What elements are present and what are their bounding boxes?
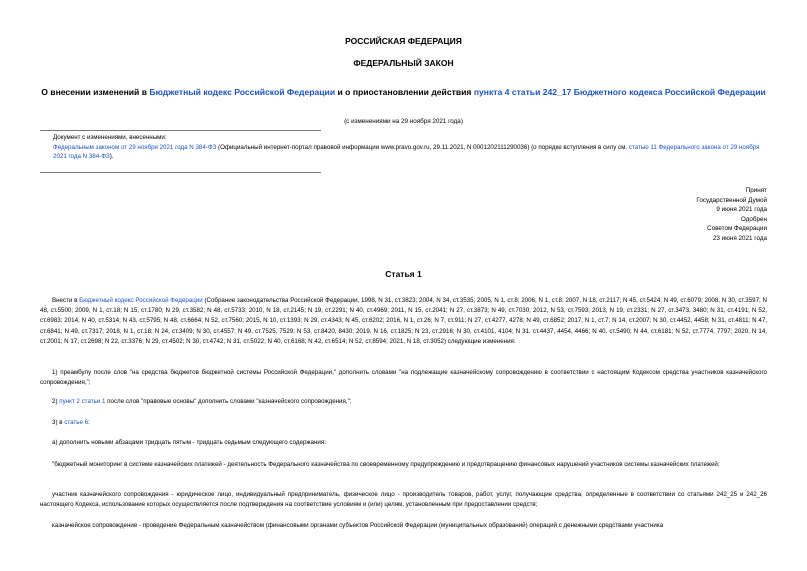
changed-as-of: (с изменениями на 29 ноября 2021 года) — [344, 118, 463, 125]
article-title: Статья 1 — [385, 269, 422, 279]
adoption-duma-date: 9 июня 2021 года — [716, 206, 767, 214]
paragraph-quote-1: "бюджетный мониторинг в системе казначейских платежей - деятельность Федерального казначейства по своевременному предупреждению и предотвращению финансовых нарушений участников системы казначейских платежей; — [52, 461, 720, 468]
paragraph-intro-start: Внести в — [52, 297, 80, 304]
adoption-council-date: 23 июня 2021 года — [712, 234, 767, 242]
paragraph-3-start: 3) в — [52, 419, 65, 426]
paragraph-3a: а) дополнить новыми абзацами тридцать пятым - тридцать седьмым следующего содержания: — [52, 439, 326, 446]
amendments-note — [53, 133, 773, 162]
paragraph-intro-link[interactable]: Бюджетный кодекс Российской Федерации — [79, 297, 203, 304]
divider-top — [40, 130, 321, 131]
paragraph-2-start: 2) — [52, 398, 60, 405]
adoption-duma: Государственной Думой — [696, 196, 767, 204]
paragraph-3-link[interactable]: статье 6 — [64, 419, 89, 426]
title-text-2: и о приостановлении действия — [335, 87, 474, 97]
paragraph-quote-2: участник казначейского сопровождения - юридическое лицо, индивидуальный предприниматель, физическое лицо - производитель товаров, работ, услуг, получающие средства, определенные в соответствии со статьями 242_25 и 242_26 настоящего Кодекса, использование которых осуществляется после подтверждения на соответствие условиям и (или) целям, установленным при предоставлении средств; — [40, 491, 767, 509]
paragraph-2 — [40, 397, 767, 407]
title-text-1: О внесении изменений в — [41, 87, 150, 97]
paragraph-2-link[interactable]: пункт 2 статьи 1 — [59, 398, 106, 405]
adoption-block — [696, 186, 767, 244]
adoption-council: Советом Федерации — [707, 225, 767, 233]
amendment-text-1: (Официальный интернет-портал правовой информации www.pravo.gov.ru, 29.11.2021, N 0001202111290036) (о порядке вступления в силу см. — [216, 143, 629, 151]
amendments-label: Документ с изменениями, внесенными: — [53, 134, 167, 141]
header-law-type: ФЕДЕРАЛЬНЫЙ ЗАКОН — [353, 58, 454, 68]
paragraph-3-rest: : — [88, 419, 90, 426]
paragraph-intro-rest: (Собрание законодательства Российской Федерации, 1998, N 31, ст.3823; 2004, N 34, ст.3535; 2005, N 1, ст.8; 2006, N 1, ст.8; 2007, N 18, ст.2117; N 45, ст.5424; N 49, ст.6079; 2008, N 30, ст.3597; N 48, ст.5500; 2009, N 1, ст.18; N 15, ст.1780; N 29, ст.3582; N 48, ст.5733; 2010, N 18, ст.2145; N 19, ст.2291; N 40, ст.4969; 2011, N 15, ст.2041; N 27, ст.3873; N 49, ст.7030; 2012, N 53, ст.7593; 2013, N 19, ст.2331; N 27, ст.3473, 3480; N 31, ст.4191; N 52, ст.6983; 2014, N 40, ст.5314; N 43, ст.5795; N 48, ст.6664; N 52, ст.7560; 2015, N 10, ст.1393; N 29, ст.4343; N 45, ст.6202; 2016, N 1, ст.26; N 7, ст.911; N 27, ст.4277, 4278; N 49, ст.6852; 2017, N 1, ст.7; N 14, ст.2007; N 30, ст.4452, 4458; N 31, ст.4811; N 47, ст.6841; N 49, ст.7317; 2018, N 1, ст.18; N 24, ст.3409; N 30, ст.4557; N 49, ст.7525, 7529; N 53, ст.8420, 8430; 2019, N 16, ст.1825; N 23, ст.2916; N 30, ст.4101, 4104; N 31, ст.4437, 4454, 4466; N 40, ст.5490; N 44, ст.6181; N 52, ст.7774, 7797; 2020, N 14, ст.2001; N 17, ст.2698; N 22, ст.3376; N 29, ст.4502; N 30, ст.4742; N 31, ст.5022; N 40, ст.6168; N 42, ст.6514; N 52, ст.8594; 2021, N 18, ст.3052) следующие изменения: — [40, 297, 767, 345]
document-title — [40, 87, 767, 98]
title-link-budget-code[interactable]: Бюджетный кодекс Российской Федерации — [149, 87, 336, 97]
amendment-text-2: ). — [109, 153, 114, 161]
header-country: РОССИЙСКАЯ ФЕДЕРАЦИЯ — [345, 36, 462, 46]
paragraph-3 — [40, 418, 767, 428]
adoption-approved: Одобрен — [740, 215, 767, 223]
title-link-article[interactable]: пункта 4 статьи 242_17 Бюджетного кодекса Российской Федерации — [473, 87, 766, 97]
amendment-link-article[interactable]: статью 11 Федерального закона от 29 ноября 2021 года N 384-ФЗ — [53, 143, 760, 161]
paragraph-quote-3: казначейское сопровождение - проведение Федеральным казначейством (финансовыми органами субъектов Российской Федерации (муниципальных образований) операций с денежными средствами участника — [52, 522, 664, 529]
amendment-link-law[interactable]: Федеральным законом от 29 ноября 2021 года N 384-ФЗ — [53, 143, 217, 151]
adoption-accepted: Принят — [745, 187, 767, 194]
paragraph-2-rest: после слов "правовые основы" дополнить словами "казначейского сопровождения,"; — [105, 398, 352, 405]
divider-bottom — [40, 172, 321, 173]
paragraph-1: 1) преамбулу после слов "на средства бюджетов бюджетной системы Российской Федерации," дополнить словами "на подлежащие казначейскому сопровождению в соответствии с настоящим Кодексом средства участников казначейского сопровождения,"; — [40, 369, 767, 387]
paragraph-intro — [40, 296, 767, 347]
